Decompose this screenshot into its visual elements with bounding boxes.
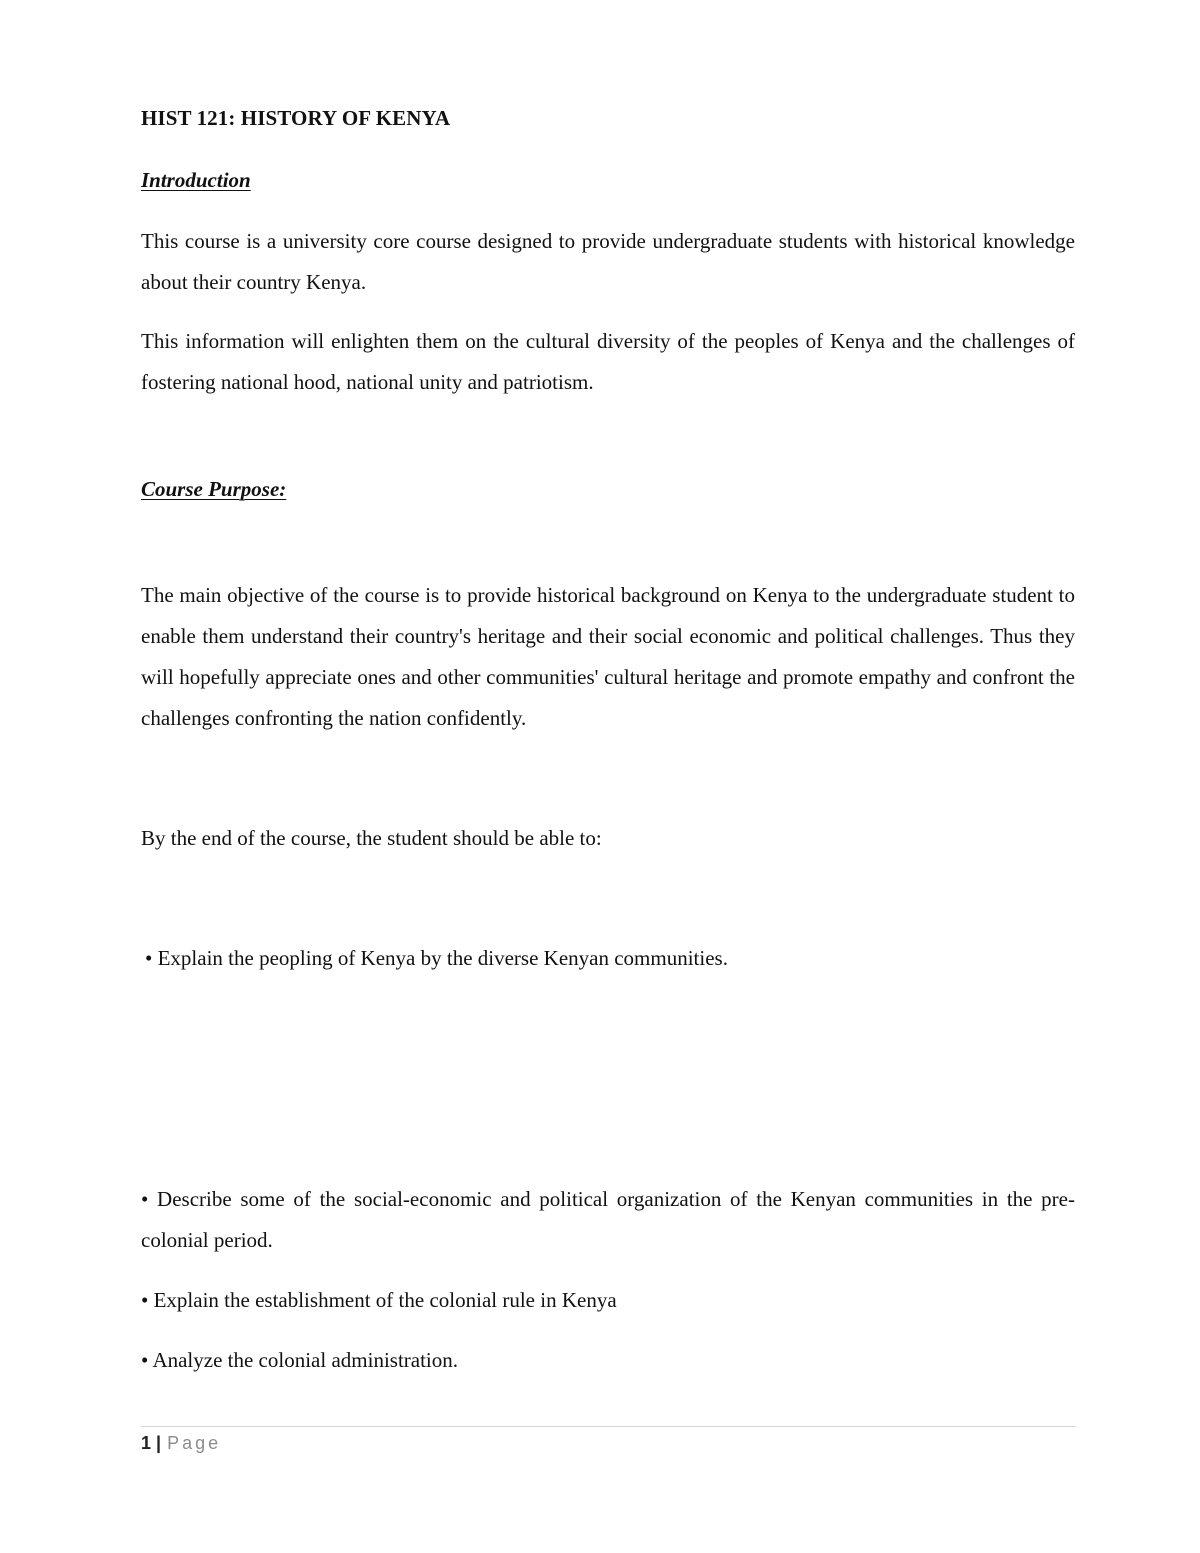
page-number: 1: [141, 1433, 152, 1453]
document-title: HIST 121: HISTORY OF KENYA: [141, 106, 451, 130]
footer-divider: [141, 1426, 1076, 1427]
outcomes-intro: By the end of the course, the student should be able to:: [141, 826, 602, 850]
outcome-item-2: • Describe some of the social-economic and political organization of the Kenyan communities in the pre-colonial period.: [141, 1187, 1075, 1252]
outcome-item-3: • Explain the establishment of the colonial rule in Kenya: [141, 1288, 617, 1312]
page-footer: [141, 1433, 221, 1454]
outcome-item-4: • Analyze the colonial administration.: [141, 1348, 459, 1372]
page-label: Page: [167, 1433, 222, 1453]
introduction-heading: Introduction: [141, 168, 251, 192]
footer-separator: |: [156, 1433, 162, 1453]
introduction-paragraph-2: This information will enlighten them on the cultural diversity of the peoples of Kenya and the challenges of fostering national hood, national unity and patriotism.: [141, 329, 1075, 394]
course-purpose-paragraph: The main objective of the course is to provide historical background on Kenya to the undergraduate student to enable them understand their country's heritage and their social economic and political challenges. Thus they will hopefully appreciate ones and other communities' cultural heritage and promote empathy and confront the challenges confronting the nation confidently.: [141, 583, 1075, 730]
course-purpose-heading: Course Purpose:: [141, 477, 287, 501]
outcome-item-1: • Explain the peopling of Kenya by the diverse Kenyan communities.: [145, 946, 728, 970]
introduction-paragraph-1: This course is a university core course designed to provide undergraduate students with historical knowledge about their country Kenya.: [141, 229, 1075, 294]
